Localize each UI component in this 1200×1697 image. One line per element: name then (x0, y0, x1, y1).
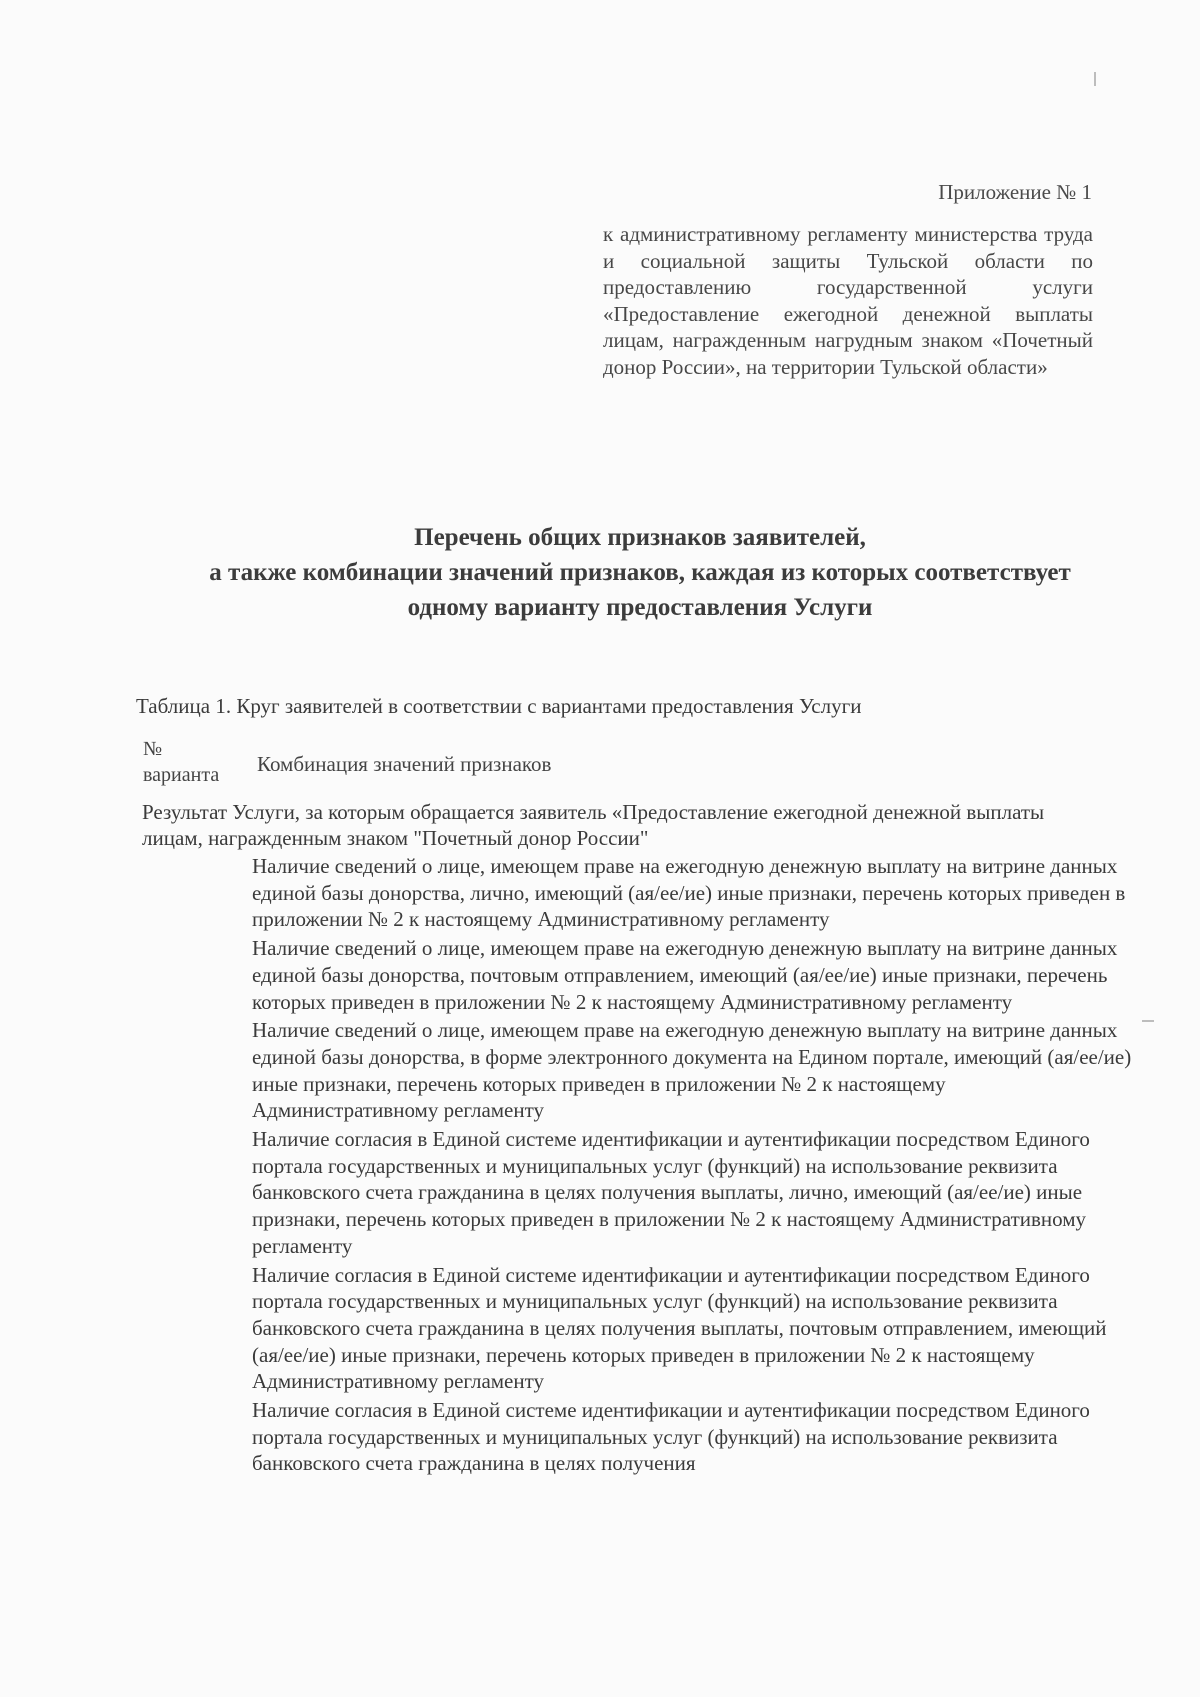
scan-mark (1142, 1020, 1154, 1022)
annex-reference: к административному регламенту министерства труда и социальной защиты Тульской области по предоставлению государственной услуги «Предоставление ежегодной денежной выплаты лицам, награжденным нагрудным знаком «Почетный донор России», на территории Тульской области» (603, 222, 1093, 379)
column-header-variant-number: № варианта (143, 738, 220, 786)
document-heading (140, 520, 1140, 625)
table-row: Наличие сведений о лице, имеющем праве на ежегодную денежную выплату на витрине данных единой базы донорства, в форме электронного документа на Едином портале, имеющий (ая/ее/ие) иные признаки, перечень которых приведен в приложении № 2 к настоящему Административному регламенту (252, 1018, 1132, 1123)
table-row: Наличие согласия в Единой системе идентификации и аутентификации посредством Единого портала государственных и муниципальных услуг (функций) на использование реквизита банковского счета гражданина в целях получения (252, 1398, 1090, 1476)
heading-line-1: Перечень общих признаков заявителей, (414, 524, 866, 551)
table-row: Наличие согласия в Единой системе идентификации и аутентификации посредством Единого портала государственных и муниципальных услуг (функций) на использование реквизита банковского счета гражданина в целях получения выплаты, почтовым отправлением, имеющий (ая/ее/ие) иные признаки, перечень которых приведен в приложении № 2 к настоящему Административному регламенту (252, 1262, 1107, 1394)
scan-mark (1094, 72, 1096, 86)
table-row: Наличие согласия в Единой системе идентификации и аутентификации посредством Единого портала государственных и муниципальных услуг (функций) на использование реквизита банковского счета гражданина в целях получения выплаты, лично, имеющий (ая/ее/ие) иные признаки, перечень которых приведен в приложении № 2 к настоящему Административному регламенту (252, 1127, 1090, 1258)
annex-title: Приложение № 1 (938, 180, 1092, 204)
table-row: Наличие сведений о лице, имеющем праве на ежегодную денежную выплату на витрине данных единой базы донорства, почтовым отправлением, имеющий (ая/ее/ие) иные признаки, перечень которых приведен в приложении № 2 к настоящему Административному регламенту (252, 936, 1118, 1014)
table-caption: Таблица 1. Круг заявителей в соответствии с вариантами предоставления Услуги (136, 694, 862, 718)
heading-line-3: одному варианту предоставления Услуги (407, 594, 873, 621)
column-header-combination: Комбинация значений признаков (257, 752, 552, 776)
table-row: Наличие сведений о лице, имеющем праве на ежегодную денежную выплату на витрине данных единой базы донорства, лично, имеющий (ая/ее/ие) иные признаки, перечень которых приведен в приложении № 2 к настоящему Административному регламенту (252, 854, 1126, 932)
variants-list (252, 853, 1134, 1479)
heading-line-2: а также комбинации значений признаков, каждая из которых соответствует (209, 559, 1071, 586)
table-result-row: Результат Услуги, за которым обращается заявитель «Предоставление ежегодной денежной выплаты лицам, награжденным знаком "Почетный донор России" (142, 800, 1045, 850)
